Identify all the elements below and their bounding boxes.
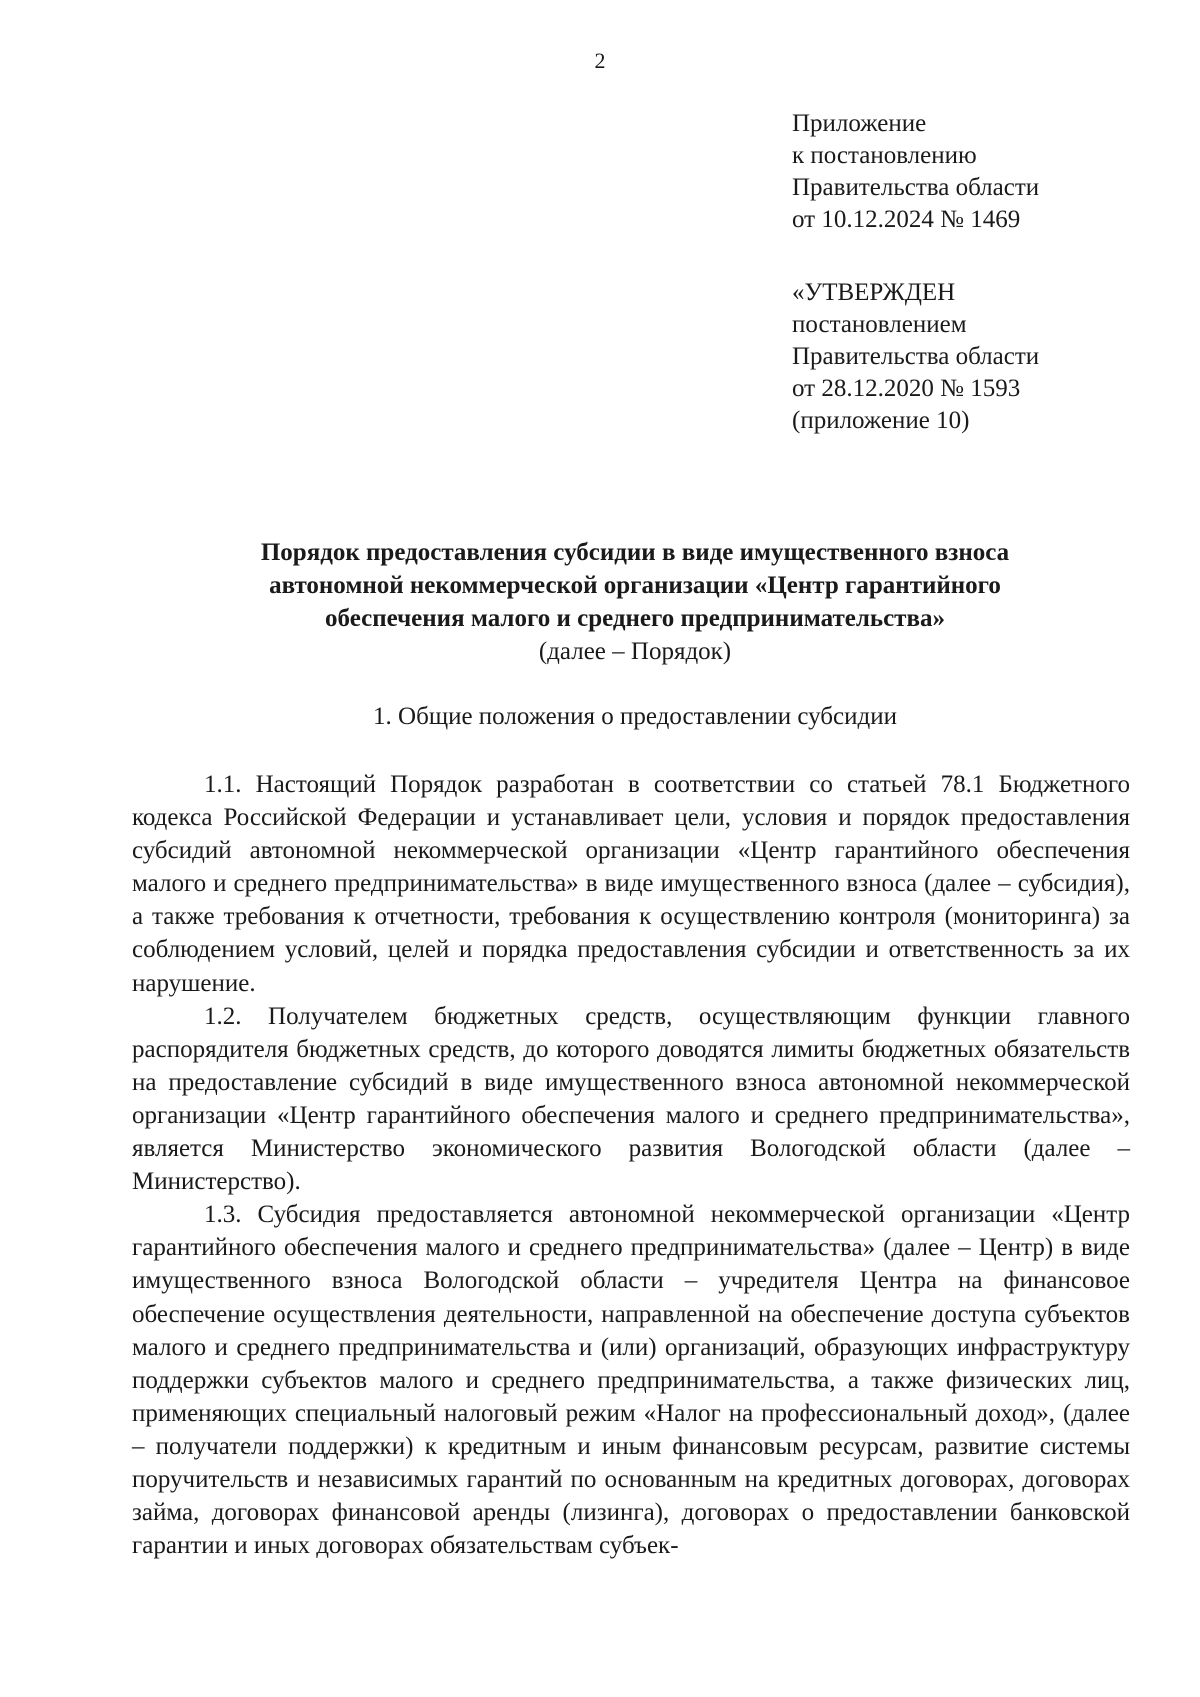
approved-line: «УТВЕРЖДЕН xyxy=(792,279,956,306)
section-heading: 1. Общие положения о предоставлении субсидии xyxy=(373,703,897,730)
annex-line: от 10.12.2024 № 1469 xyxy=(792,206,1021,233)
title-line: Порядок предоставления субсидии в виде имущественного взноса xyxy=(260,539,1010,566)
page-number: 2 xyxy=(594,48,606,73)
annex-line: к постановлению xyxy=(792,142,977,169)
paragraph-1-2: 1.2. Получателем бюджетных средств, осуществляющим функции главного распорядителя бюджетных средств, до которого доводятся лимиты бюджетных обязательств на предоставление субсидий в виде имущественного взноса автономной некоммерческой организации «Центр гарантийного обеспечения малого и среднего предпринимательства», является Министерство экономического развития Вологодской области (далее – Министерство). xyxy=(132,1002,1130,1196)
annex-block xyxy=(792,108,1039,236)
title-subtitle: (далее – Порядок) xyxy=(538,638,732,665)
paragraph-1-3: 1.3. Субсидия предоставляется автономной некоммерческой организации «Центр гарантийного обеспечения малого и среднего предпринимательства» (далее – Центр) в виде имущественного взноса Вологодской области – учредителя Центра на финансовое обеспечение осуществления деятельности, направленной на обеспечение доступа субъектов малого и среднего предпринимательства и (или) организаций, образующих инфраструктуру поддержки субъектов малого и среднего предпринимательства, а также физических лиц, применяющих специальный налоговый режим «Налог на профессиональный доход», (далее – получатели поддержки) к кредитным и иным финансовым ресурсам, развитие системы поручительств и независимых гарантий по основанным на кредитных договорах, договорах займа, договорах финансовой аренды (лизинга), договорах о предоставлении банковской гарантии и иных договорах обязательствам субъек- xyxy=(132,1201,1130,1560)
document-title xyxy=(120,536,1150,668)
approved-line: постановлением xyxy=(792,311,967,338)
title-line: автономной некоммерческой организации «Центр гарантийного xyxy=(269,572,1001,599)
title-line: обеспечения малого и среднего предпринимательства» xyxy=(325,605,945,632)
approved-block xyxy=(792,277,1039,437)
approved-line: от 28.12.2020 № 1593 xyxy=(792,375,1021,402)
paragraph-1-1: 1.1. Настоящий Порядок разработан в соответствии со статьей 78.1 Бюджетного кодекса Российской Федерации и устанавливает цели, условия и порядок предоставления субсидий автономной некоммерческой организации «Центр гарантийного обеспечения малого и среднего предпринимательства» в виде имущественного взноса (далее – субсидия), а также требования к отчетности, требования к осуществлению контроля (мониторинга) за соблюдением условий, целей и порядка предоставления субсидии и ответственность за их нарушение. xyxy=(132,771,1130,997)
approved-line: (приложение 10) xyxy=(792,407,970,434)
annex-line: Правительства области xyxy=(792,174,1040,201)
body-text xyxy=(132,768,1130,1562)
approved-line: Правительства области xyxy=(792,343,1040,370)
annex-line: Приложение xyxy=(792,110,927,137)
